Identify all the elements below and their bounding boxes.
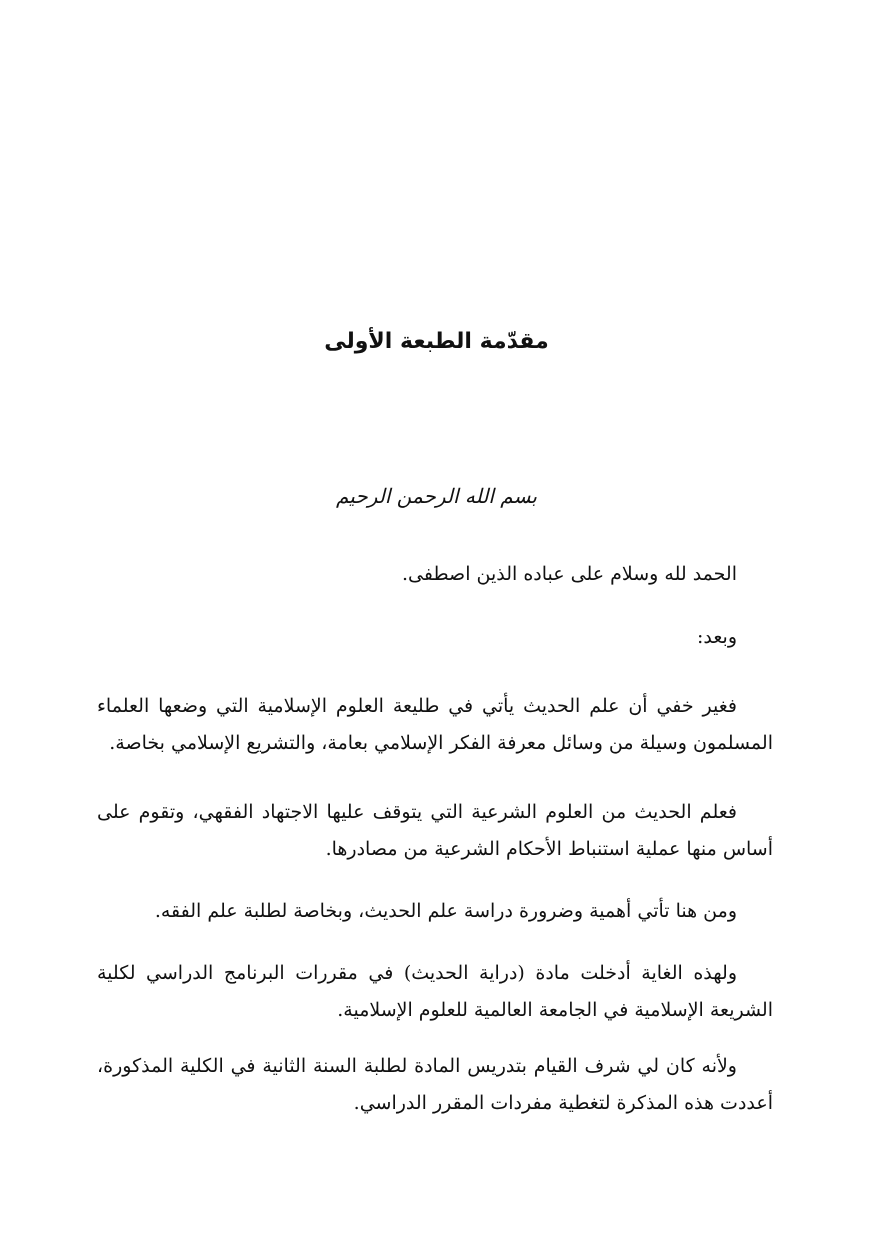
paragraph-jurisprudence: فعلم الحديث من العلوم الشرعية التي يتوقف عليها الاجتهاد الفقهي، وتقوم على أساس منها عملية استنباط الأحكام الشرعية من مصادرها.: [97, 801, 773, 860]
page-title: مقدّمة الطبعة الأولى: [324, 329, 549, 354]
paragraph-opening: وبعد:: [696, 626, 737, 648]
body-text: [97, 556, 773, 1122]
basmala-calligraphy: بسم الله الرحمن الرحيم: [335, 484, 537, 508]
paragraph-importance: ومن هنا تأتي أهمية وضرورة دراسة علم الحديث، وبخاصة لطلبة علم الفقه.: [154, 900, 737, 922]
paragraph-curriculum: ولهذه الغاية أدخلت مادة (دراية الحديث) في مقررات البرنامج الدراسي لكلية الشريعة الإسلامية في الجامعة العالمية للعلوم الإسلامية.: [97, 962, 773, 1021]
paragraph-praise: الحمد لله وسلام على عباده الذين اصطفى.: [401, 563, 737, 585]
paragraph-hadith-science: فغير خفي أن علم الحديث يأتي في طليعة العلوم الإسلامية التي وضعها العلماء المسلمون وسيلة من وسائل معرفة الفكر الإسلامي بعامة، والتشريع الإسلامي بخاصة.: [97, 695, 773, 754]
paragraph-purpose: ولأنه كان لي شرف القيام بتدريس المادة لطلبة السنة الثانية في الكلية المذكورة، أعددت هذه المذكرة لتغطية مفردات المقرر الدراسي.: [97, 1055, 773, 1114]
